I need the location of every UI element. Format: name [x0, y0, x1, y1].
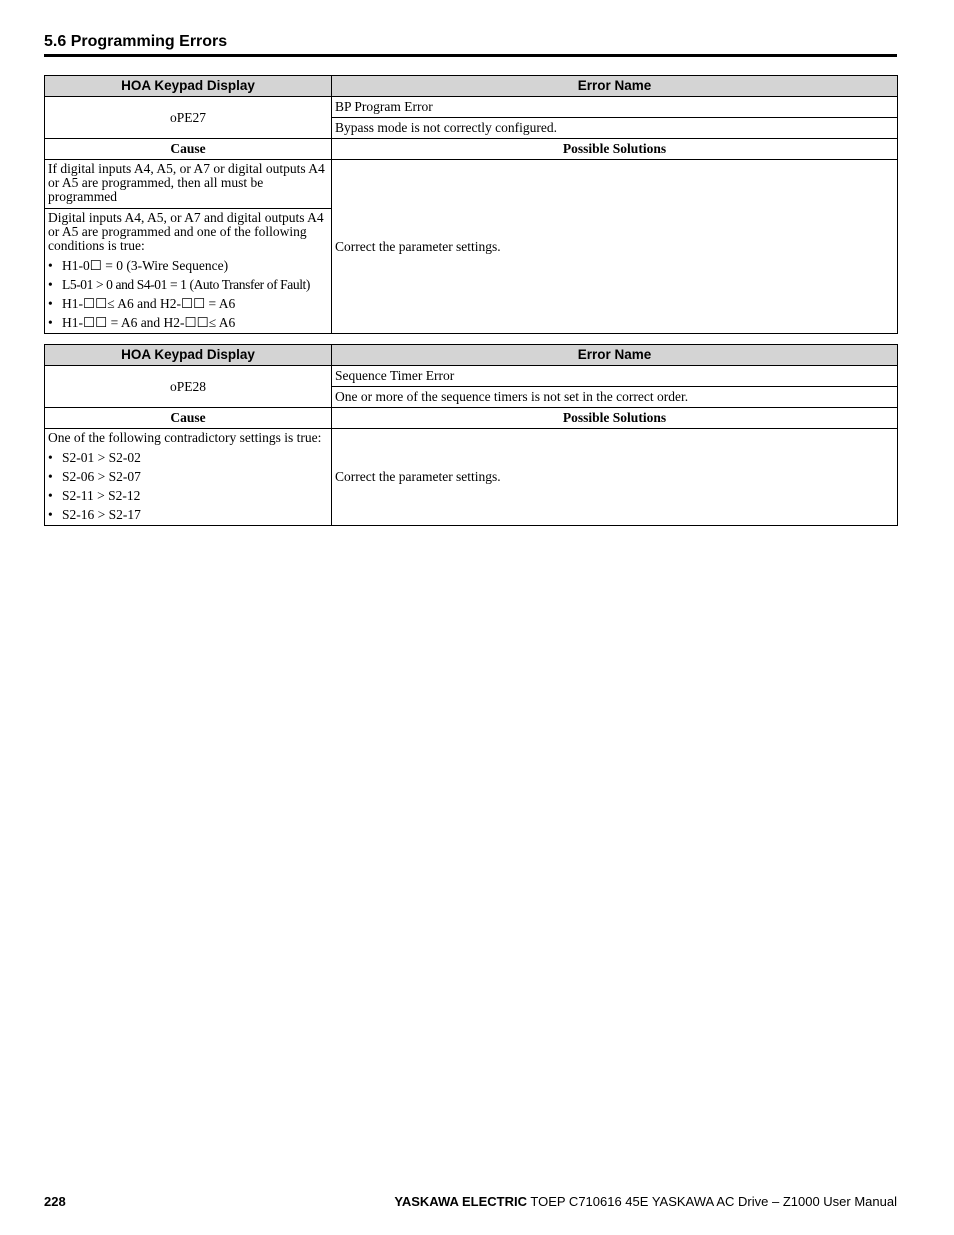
cause-cell: [45, 209, 332, 334]
list-item: • H1-0☐ = 0 (3-Wire Sequence): [48, 256, 328, 275]
error-code: oPE27: [45, 97, 332, 139]
footer-doc-title: TOEP C710616 45E YASKAWA AC Drive – Z1000 User Manual: [527, 1194, 897, 1209]
list-item: • S2-16 > S2-17: [48, 505, 328, 524]
list-item: • S2-01 > S2-02: [48, 448, 328, 467]
solution-cell: Correct the parameter settings.: [332, 429, 898, 526]
cause-text: If digital inputs A4, A5, or A7 or digital outputs A4 or A5 are programmed, then all must be programmed: [48, 161, 325, 204]
header-hoa-display: HOA Keypad Display: [45, 76, 332, 97]
title-divider: [44, 54, 897, 57]
header-possible-solutions: Possible Solutions: [332, 139, 898, 160]
solution-cell: Correct the parameter settings.: [332, 160, 898, 334]
page-number: 228: [44, 1194, 66, 1209]
error-description: One or more of the sequence timers is not set in the correct order.: [332, 387, 898, 408]
cause-cell: [45, 160, 332, 209]
header-possible-solutions: Possible Solutions: [332, 408, 898, 429]
section-title: 5.6 Programming Errors: [44, 33, 228, 50]
error-code: oPE28: [45, 366, 332, 408]
cause-cell: [45, 429, 332, 526]
list-item: • S2-11 > S2-12: [48, 486, 328, 505]
error-description: Bypass mode is not correctly configured.: [332, 118, 898, 139]
cause-text: Digital inputs A4, A5, or A7 and digital outputs A4 or A5 are programmed and one of the following conditions is true:: [48, 210, 324, 253]
error-table-ope27: [44, 75, 898, 334]
list-item: • H1-☐☐≤ A6 and H2-☐☐ = A6: [48, 294, 328, 313]
header-cause: Cause: [45, 408, 332, 429]
footer-doc-info: [394, 1194, 897, 1209]
footer-brand: YASKAWA ELECTRIC: [394, 1194, 528, 1209]
error-name: BP Program Error: [332, 97, 898, 118]
header-error-name: Error Name: [332, 76, 898, 97]
cause-condition-list: [48, 256, 328, 332]
list-item: • L5-01 > 0 and S4-01 = 1 (Auto Transfer of Fault): [48, 275, 328, 294]
header-error-name: Error Name: [332, 345, 898, 366]
list-item: • S2-06 > S2-07: [48, 467, 328, 486]
cause-text: One of the following contradictory settings is true:: [48, 430, 322, 445]
error-table-ope28: [44, 344, 898, 526]
error-name: Sequence Timer Error: [332, 366, 898, 387]
cause-condition-list: [48, 448, 328, 524]
list-item: • H1-☐☐ = A6 and H2-☐☐≤ A6: [48, 313, 328, 332]
header-hoa-display: HOA Keypad Display: [45, 345, 332, 366]
header-cause: Cause: [45, 139, 332, 160]
